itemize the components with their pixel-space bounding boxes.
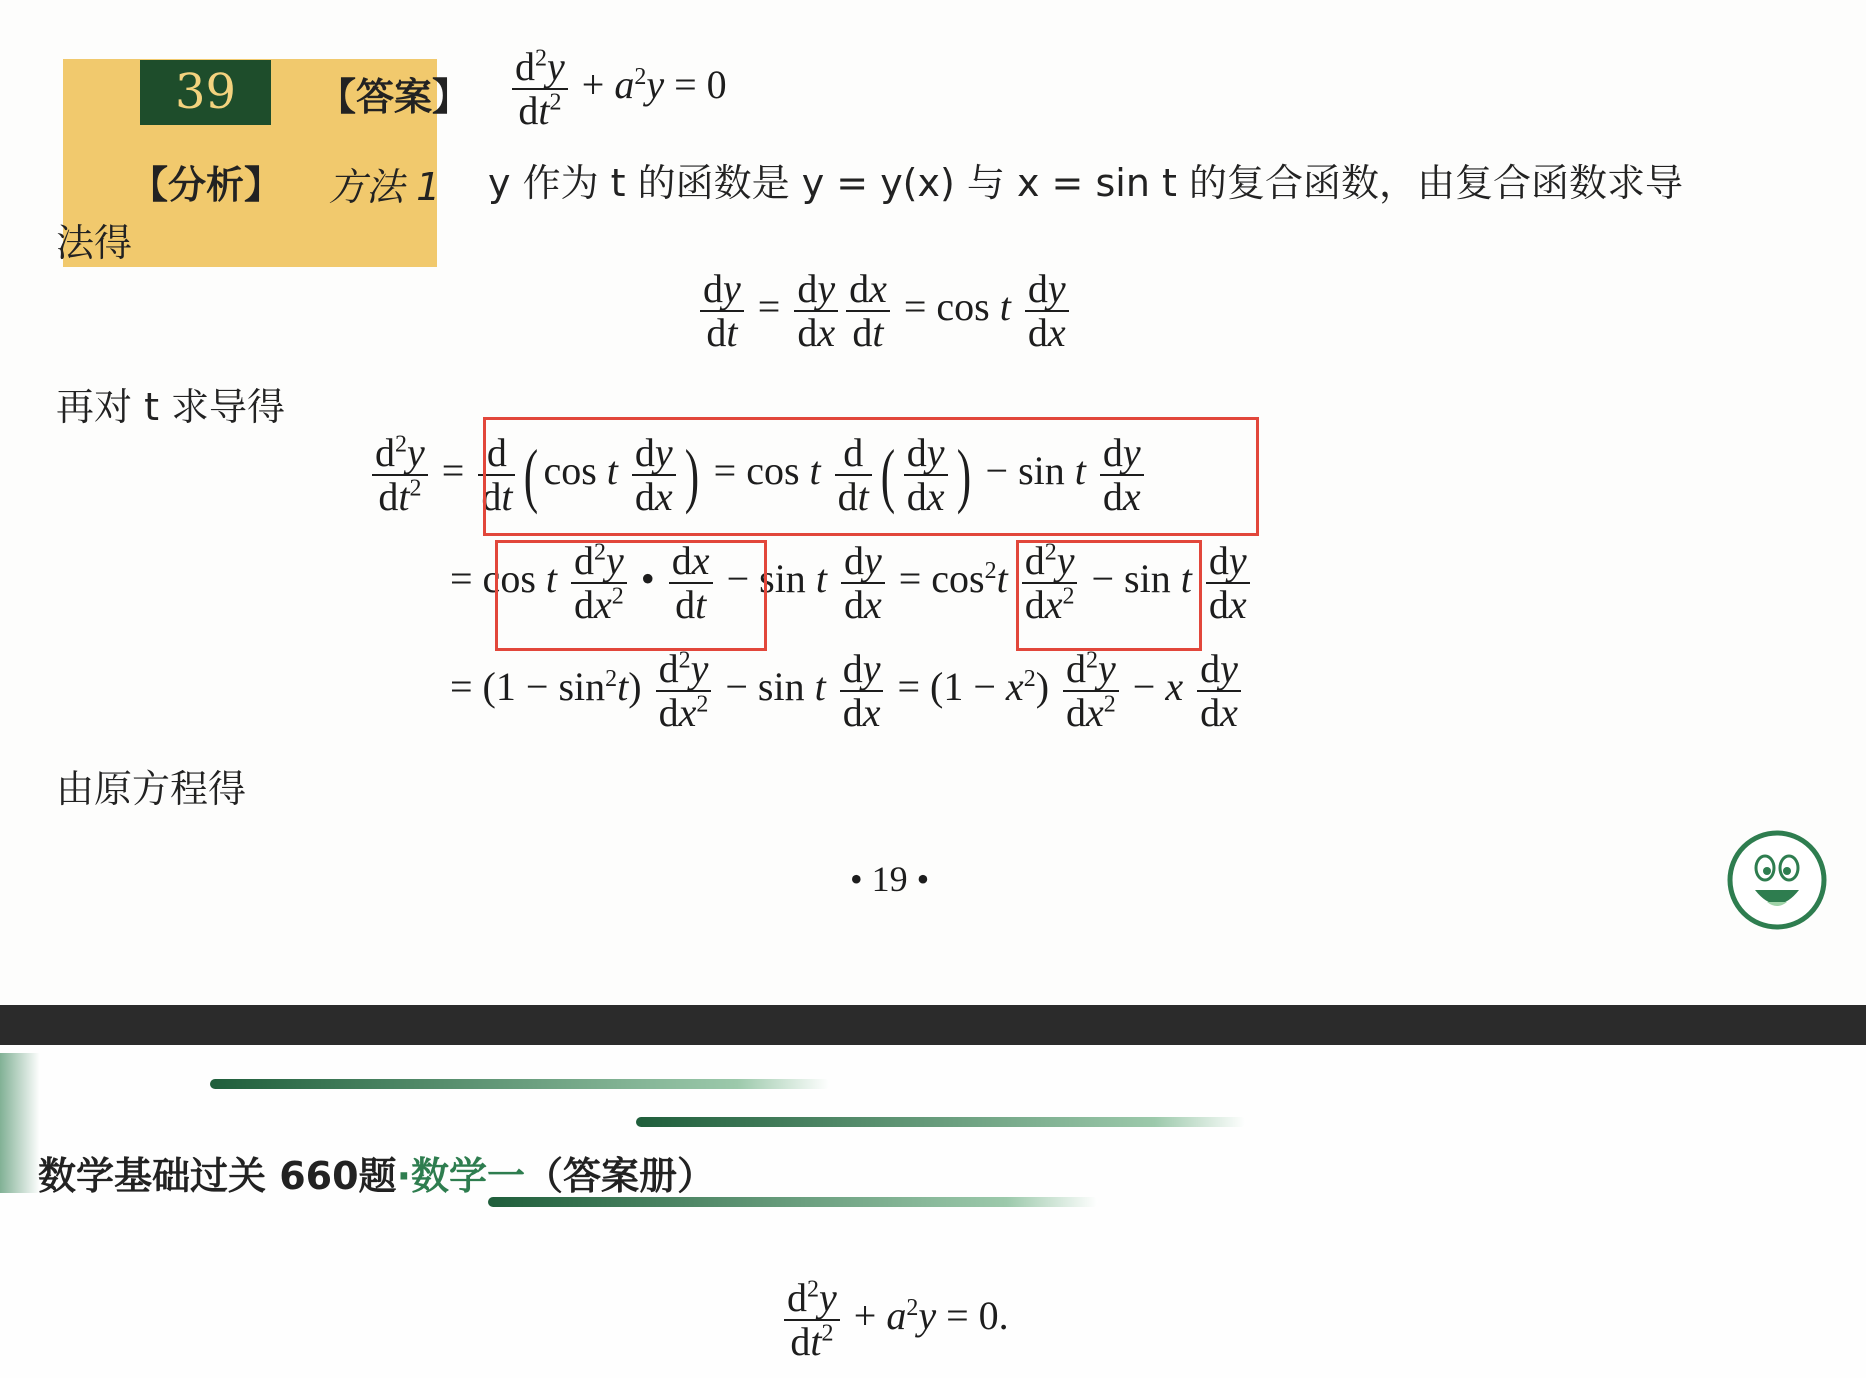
final-equation: $\frac{d^2y}{dt^2}$ + $a^2y = 0$. — [780, 1277, 1009, 1363]
bottom-page — [0, 1045, 1866, 1378]
derive-again-text: 再对 t 求导得 — [56, 385, 286, 429]
chain-rule-equation: $\frac{dy}{dt}$ = $\frac{dy}{dx}$ $\frac{dx}{dt}$ = cos t $\frac{dy}{dx}$ — [696, 268, 1073, 354]
question-number-badge: 39 — [140, 60, 271, 125]
intro-text-line1: y 作为 t 的函数是 y = y(x) 与 x = sin t 的复合函数，由复合函数求导 — [488, 161, 1683, 205]
from-original-text: 由原方程得 — [56, 767, 247, 811]
book-title-volume: （答案册） — [525, 1154, 716, 1198]
book-title-main: 数学基础过关 660题 — [38, 1154, 397, 1198]
analysis-label: 【分析】 — [130, 163, 283, 207]
intro-text-line2: 法得 — [56, 221, 133, 265]
highlight-box-1 — [483, 417, 1259, 536]
page-divider — [0, 1005, 1866, 1045]
smiley-face-icon — [1727, 830, 1827, 930]
method-label: 方法 1 — [328, 165, 441, 209]
book-title-subject: ·数学一 — [396, 1154, 525, 1198]
second-derivative-line2: = cos t $\frac{d^2y}{dx^2}$ • $\frac{dx}{dt}$ − sin t $\frac{dy}{dx}$ = $\cos^2t$ $\frac{d^2y}{dx^2}$ − sin t $\frac{dy}{dx}$ — [450, 540, 1254, 626]
header-stripe-2 — [636, 1117, 1246, 1127]
highlight-box-3 — [1016, 540, 1202, 651]
answer-label: 【答案】 — [318, 75, 471, 119]
book-title — [38, 1145, 715, 1200]
corner-decoration — [0, 1053, 40, 1193]
answer-equation: $\frac{d^2y}{dt^2}$ + $a^2y = 0$ — [508, 46, 727, 132]
second-derivative-line3: = $(1 - \sin^2t)$ $\frac{d^2y}{dx^2}$ − sin t $\frac{dy}{dx}$ = $(1 - x^2)$ $\frac{d^2y}{dx^2}$ − x $\frac{dy}{dx}$ — [450, 648, 1245, 734]
second-derivative-line1: $\frac{d^2y}{dt^2}$ = $\frac{d}{dt}$ ( cos t $\frac{dy}{dx}$ ) = cos t $\frac{d}{dt}$ ( $\frac{dy}{dx}$ ) − sin t $\frac{dy}{dx}$ — [368, 432, 1148, 518]
page-number: • 19 • — [850, 859, 930, 899]
highlight-box-2 — [495, 540, 767, 651]
header-stripe-1 — [210, 1079, 830, 1089]
